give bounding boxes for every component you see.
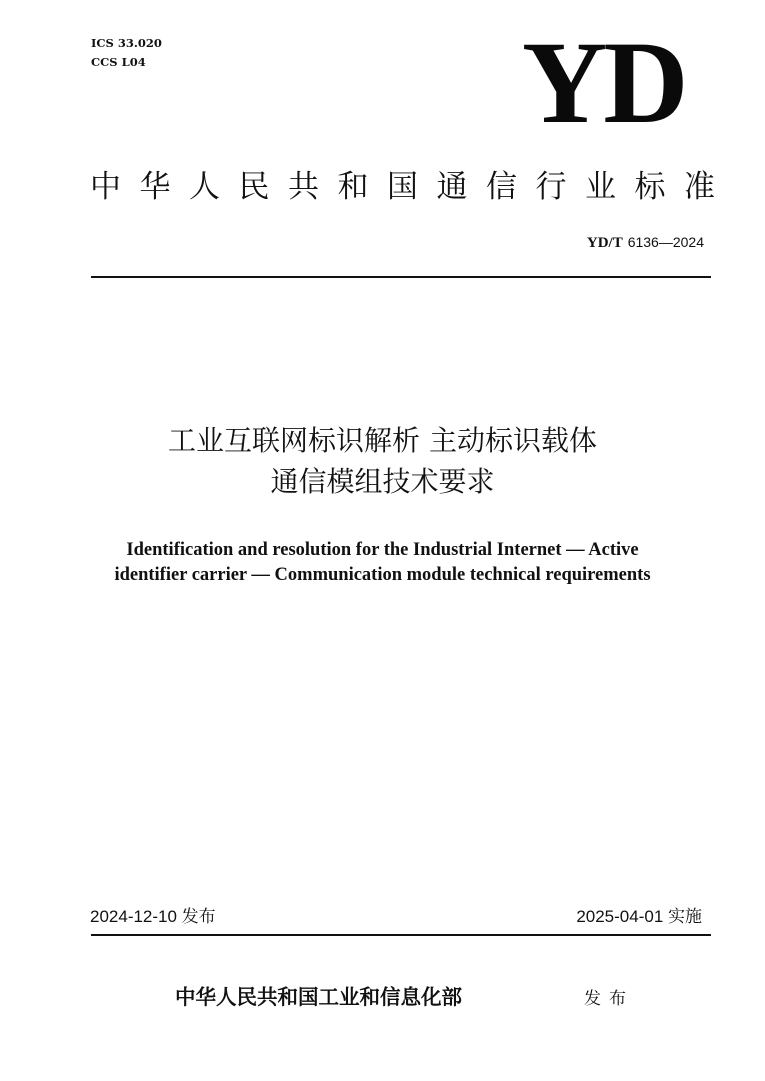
implementation-date: 2025-04-01 实施 (576, 907, 702, 926)
english-title-line-1: Identification and resolution for the Industrial Internet — Active (126, 540, 639, 560)
chinese-title (0, 420, 765, 502)
english-title (0, 538, 765, 588)
issue-date: 2024-12-10 发布 (90, 907, 216, 926)
standard-number (587, 232, 704, 253)
publisher-name: 中华人民共和国工业和信息化部 (175, 985, 462, 1009)
classification-codes (91, 34, 162, 72)
chinese-title-line-2: 通信模组技术要求 (270, 465, 495, 498)
industry-standard-title: 中华人民共和国通信行业标准 (90, 169, 734, 205)
chinese-title-line-1: 工业互联网标识解析 主动标识载体 (168, 424, 597, 457)
standard-code: 6136—2024 (627, 234, 704, 250)
ics-code: ICS 33.020 (91, 36, 162, 50)
standard-prefix: YD/T (586, 235, 623, 251)
ccs-code: CCS L04 (91, 55, 146, 69)
yd-logo: YD (522, 17, 685, 148)
english-title-line-2: identifier carrier — Communication module technical requirements (114, 565, 651, 585)
top-divider (91, 276, 711, 278)
publish-label: 发布 (584, 989, 634, 1009)
bottom-divider (91, 934, 711, 936)
